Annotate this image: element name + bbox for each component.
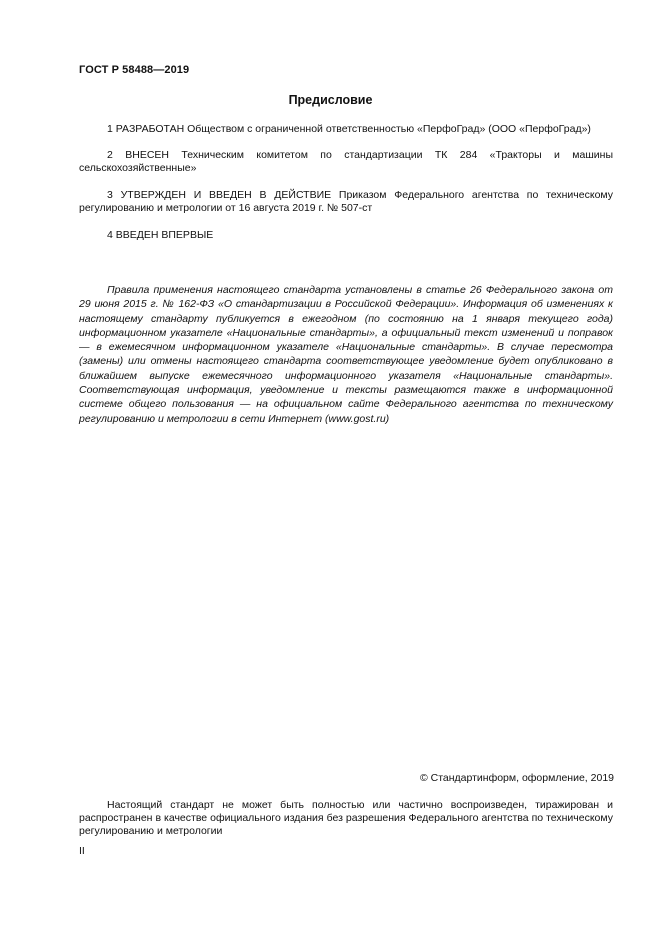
document-code: ГОСТ Р 58488—2019 — [79, 64, 190, 76]
page-title: Предисловие — [288, 93, 373, 107]
application-rules-notice: Правила применения настоящего стандарта установлены в статье 26 Федерального закона от 29 июня 2015 г. № 162-ФЗ «О стандартизации в Российской Федерации». Информация об изменениях к настоящему стандарту публикуется в ежегодном (по состоянию на 1 января текущего года) информационном указателе «Национальные стандарты», а официальный текст изменений и поправок — в ежемесячном информационном указателе «Национальные стандарты». В случае пересмотра (замены) или отмены настоящего стандарта соответствующее уведомление будет опубликовано в ближайшем выпуске ежемесячного информационного указателя «Национальные стандарты». Соответствующая информация, уведомление и тексты размещаются также в информационной системе общего пользования — на официальном сайте Федерального агентства по техническому регулированию и метрологии в сети Интернет (www.gost.ru) — [79, 284, 613, 425]
copyright-line: © Стандартинформ, оформление, 2019 — [419, 772, 614, 784]
preface-item-first-introduced: 4 ВВЕДЕН ВПЕРВЫЕ — [107, 229, 214, 241]
preface-item-introduced: 2 ВНЕСЕН Техническим комитетом по стандартизации ТК 284 «Тракторы и машины сельскохозяйственные» — [79, 149, 613, 174]
page-number: II — [79, 845, 85, 857]
preface-item-approved: 3 УТВЕРЖДЕН И ВВЕДЕН В ДЕЙСТВИЕ Приказом Федерального агентства по техническому регулированию и метрологии от 16 августа 2019 г. № 507-ст — [79, 189, 613, 214]
reproduction-restriction-note: Настоящий стандарт не может быть полностью или частично воспроизведен, тиражирован и распространен в качестве официального издания без разрешения Федерального агентства по техническому регулированию и метрологии — [79, 799, 613, 837]
preface-item-developed: 1 РАЗРАБОТАН Обществом с ограниченной ответственностью «ПерфоГрад» (ООО «ПерфоГрад») — [107, 123, 591, 135]
